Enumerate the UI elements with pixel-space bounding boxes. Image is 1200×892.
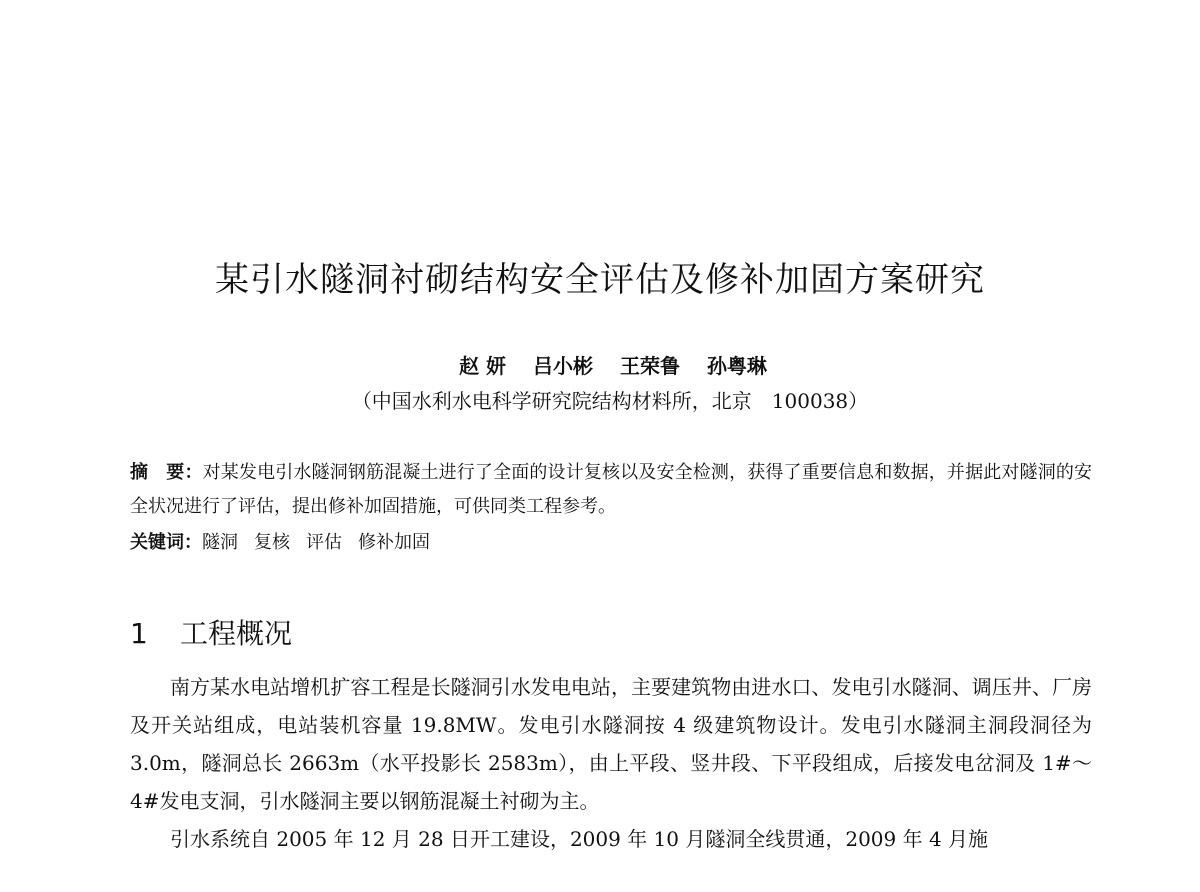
- author-name: 孙粤琳: [706, 354, 767, 378]
- author-list: [0, 350, 1200, 379]
- section-number: 1: [130, 617, 148, 650]
- keyword: 评估: [306, 532, 342, 553]
- section-title: 工程概况: [180, 617, 293, 650]
- paragraph: 引水系统自 2005 年 12 月 28 日开工建设，2009 年 10 月隧洞全线贯通，2009 年 4 月施: [170, 827, 989, 851]
- abstract-label: 摘 要：: [130, 462, 203, 483]
- abstract: [130, 456, 1092, 524]
- keyword: 复核: [254, 532, 290, 553]
- paper-title: 某引水隧洞衬砌结构安全评估及修补加固方案研究: [215, 260, 985, 300]
- author-name: 吕小彬: [533, 354, 593, 378]
- body-text: [130, 668, 1092, 858]
- keywords-label: 关键词：: [130, 532, 202, 553]
- keyword: 修补加固: [358, 532, 430, 553]
- section-heading: [130, 612, 292, 652]
- author-name: 赵 妍: [459, 354, 507, 378]
- keyword: 隧洞: [202, 532, 238, 553]
- affiliation: （中国水利水电科学研究院结构材料所，北京 100038）: [351, 389, 869, 413]
- abstract-text: 对某发电引水隧洞钢筋混凝土进行了全面的设计复核以及安全检测，获得了重要信息和数据，并据此对隧洞的安全状况进行了评估，提出修补加固措施，可供同类工程参考。: [130, 462, 1093, 517]
- author-name: 王荣鲁: [619, 354, 680, 378]
- keywords: [130, 528, 1092, 558]
- paragraph: 南方某水电站增机扩容工程是长隧洞引水发电电站，主要建筑物由进水口、发电引水隧洞、调压井、厂房及开关站组成，电站装机容量 19.8MW。发电引水隧洞按 4 级建筑物设计。发电引水隧洞主洞段洞径为 3.0m，隧洞总长 2663m（水平投影长 2583m），由上平段、竖井段、下平段组成，后接发电岔洞及 1#～4#发电支洞，引水隧洞主要以钢筋混凝土衬砌为主。: [130, 675, 1092, 813]
